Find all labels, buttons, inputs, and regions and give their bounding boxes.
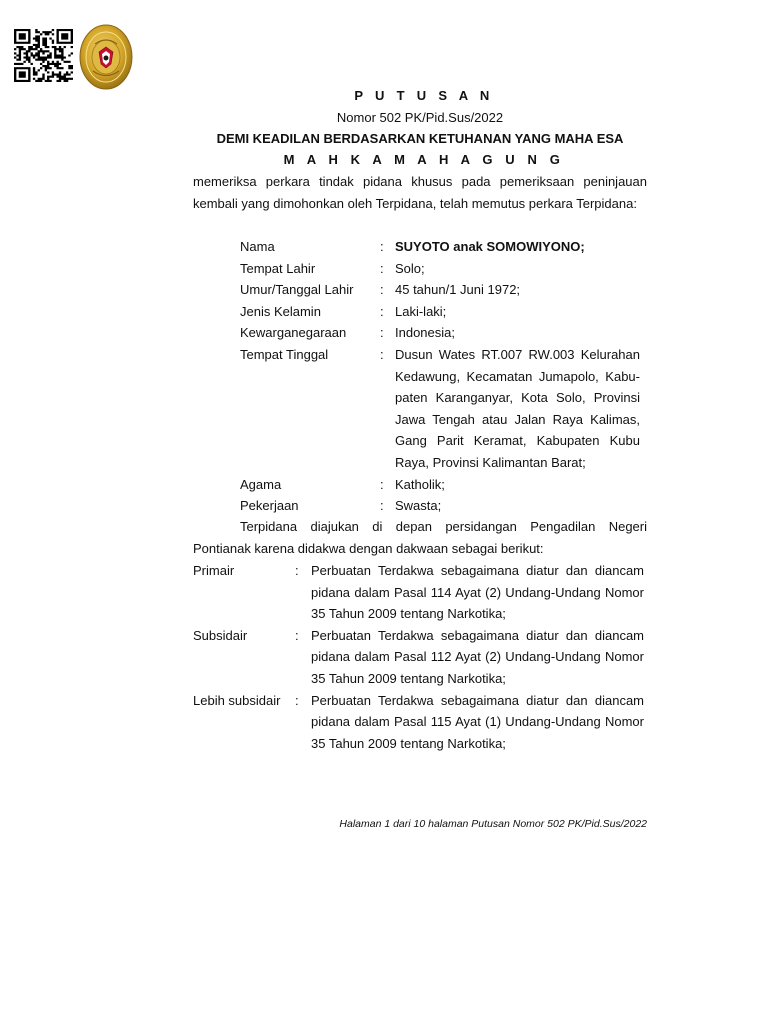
identity-list bbox=[0, 236, 768, 517]
identity-row-kewarganegaraan bbox=[0, 322, 768, 344]
identity-label: Tempat Lahir bbox=[240, 260, 316, 276]
identity-row-jenis-kelamin bbox=[0, 301, 768, 323]
identity-row-pekerjaan bbox=[0, 495, 768, 517]
identity-label: Umur/Tanggal Lahir bbox=[240, 282, 354, 298]
identity-value: 45 tahun/1 Juni 1972; bbox=[395, 282, 521, 298]
colon-separator: : bbox=[380, 260, 384, 276]
identity-row-nama bbox=[0, 236, 768, 258]
colon-separator: : bbox=[380, 239, 384, 254]
identity-row-umur bbox=[0, 279, 768, 301]
identity-value: Dusun Wates RT.007 RW.003 Kelurahan Kedawung, Kecamatan Jumapolo, Kabu-paten Karanganyar, Kota Solo, Provinsi Jawa Tengah atau Jalan Raya Kalimas, Gang Parit Keramat, Kabupaten Kubu Raya, Provinsi Kalimantan Barat; bbox=[395, 346, 640, 470]
page-footer: Halaman 1 dari 10 halaman Putusan Nomor 502 PK/Pid.Sus/2022 bbox=[339, 818, 647, 830]
charge-text: Perbuatan Terdakwa sebagaimana diatur dan diancam pidana dalam Pasal 112 Ayat (2) Undang-Undang Nomor 35 Tahun 2009 tentang Narkotika; bbox=[311, 627, 644, 686]
charge-label: Primair bbox=[193, 563, 235, 578]
identity-value: Indonesia; bbox=[395, 325, 455, 341]
colon-separator: : bbox=[295, 627, 299, 643]
identity-label: Pekerjaan bbox=[240, 498, 299, 514]
identity-value: Swasta; bbox=[395, 498, 442, 514]
court-name: M A H K A M A H A G U N G bbox=[283, 152, 565, 167]
supreme-court-emblem bbox=[79, 24, 133, 90]
charge-primair bbox=[0, 560, 768, 625]
colon-separator: : bbox=[380, 303, 384, 319]
intro-paragraph: memeriksa perkara tindak pidana khusus pada pemeriksaan peninjauan kembali yang dimohonkan oleh Terpidana, telah memutus perkara Terpidana: bbox=[193, 174, 647, 211]
colon-separator: : bbox=[295, 563, 299, 578]
charge-text: Perbuatan Terdakwa sebagaimana diatur dan diancam pidana dalam Pasal 115 Ayat (1) Undang-Undang Nomor 35 Tahun 2009 tentang Narkotika; bbox=[311, 692, 644, 751]
document-title: P U T U S A N bbox=[354, 88, 494, 103]
identity-label: Tempat Tinggal bbox=[240, 346, 329, 362]
colon-separator: : bbox=[380, 282, 384, 298]
qr-code-icon bbox=[14, 29, 73, 82]
identity-label: Agama bbox=[240, 476, 282, 492]
colon-separator: : bbox=[380, 325, 384, 341]
identity-row-tempat-tinggal bbox=[0, 344, 768, 474]
case-number: Nomor 502 PK/Pid.Sus/2022 bbox=[336, 110, 504, 125]
charge-subsidair bbox=[0, 625, 768, 690]
identity-label: Nama bbox=[240, 239, 275, 254]
colon-separator: : bbox=[380, 498, 384, 514]
charge-label: Subsidair bbox=[193, 627, 248, 643]
identity-label: Jenis Kelamin bbox=[240, 303, 321, 319]
identity-row-tempat-lahir bbox=[0, 258, 768, 280]
charge-label: Lebih subsidair bbox=[193, 692, 281, 708]
charge-lebih-subsidair bbox=[0, 690, 768, 755]
justice-heading: DEMI KEADILAN BERDASARKAN KETUHANAN YANG MAHA ESA bbox=[216, 131, 624, 146]
identity-value: Katholik; bbox=[395, 476, 445, 492]
colon-separator: : bbox=[380, 476, 384, 492]
identity-value: Solo; bbox=[395, 260, 425, 276]
colon-separator: : bbox=[295, 692, 299, 708]
indictment-paragraph: Terpidana diajukan di depan persidangan Pengadilan Negeri Pontianak karena didakwa dengan dakwaan sebagai berikut: bbox=[193, 519, 647, 556]
identity-label: Kewarganegaraan bbox=[240, 325, 347, 341]
charge-text: Perbuatan Terdakwa sebagaimana diatur dan diancam pidana dalam Pasal 114 Ayat (2) Undang-Undang Nomor 35 Tahun 2009 tentang Narkotika; bbox=[311, 563, 644, 622]
identity-value: SUYOTO anak SOMOWIYONO; bbox=[395, 239, 585, 254]
charges-list bbox=[0, 560, 768, 754]
identity-row-agama bbox=[0, 474, 768, 496]
colon-separator: : bbox=[380, 346, 384, 362]
identity-value: Laki-laki; bbox=[395, 303, 447, 319]
